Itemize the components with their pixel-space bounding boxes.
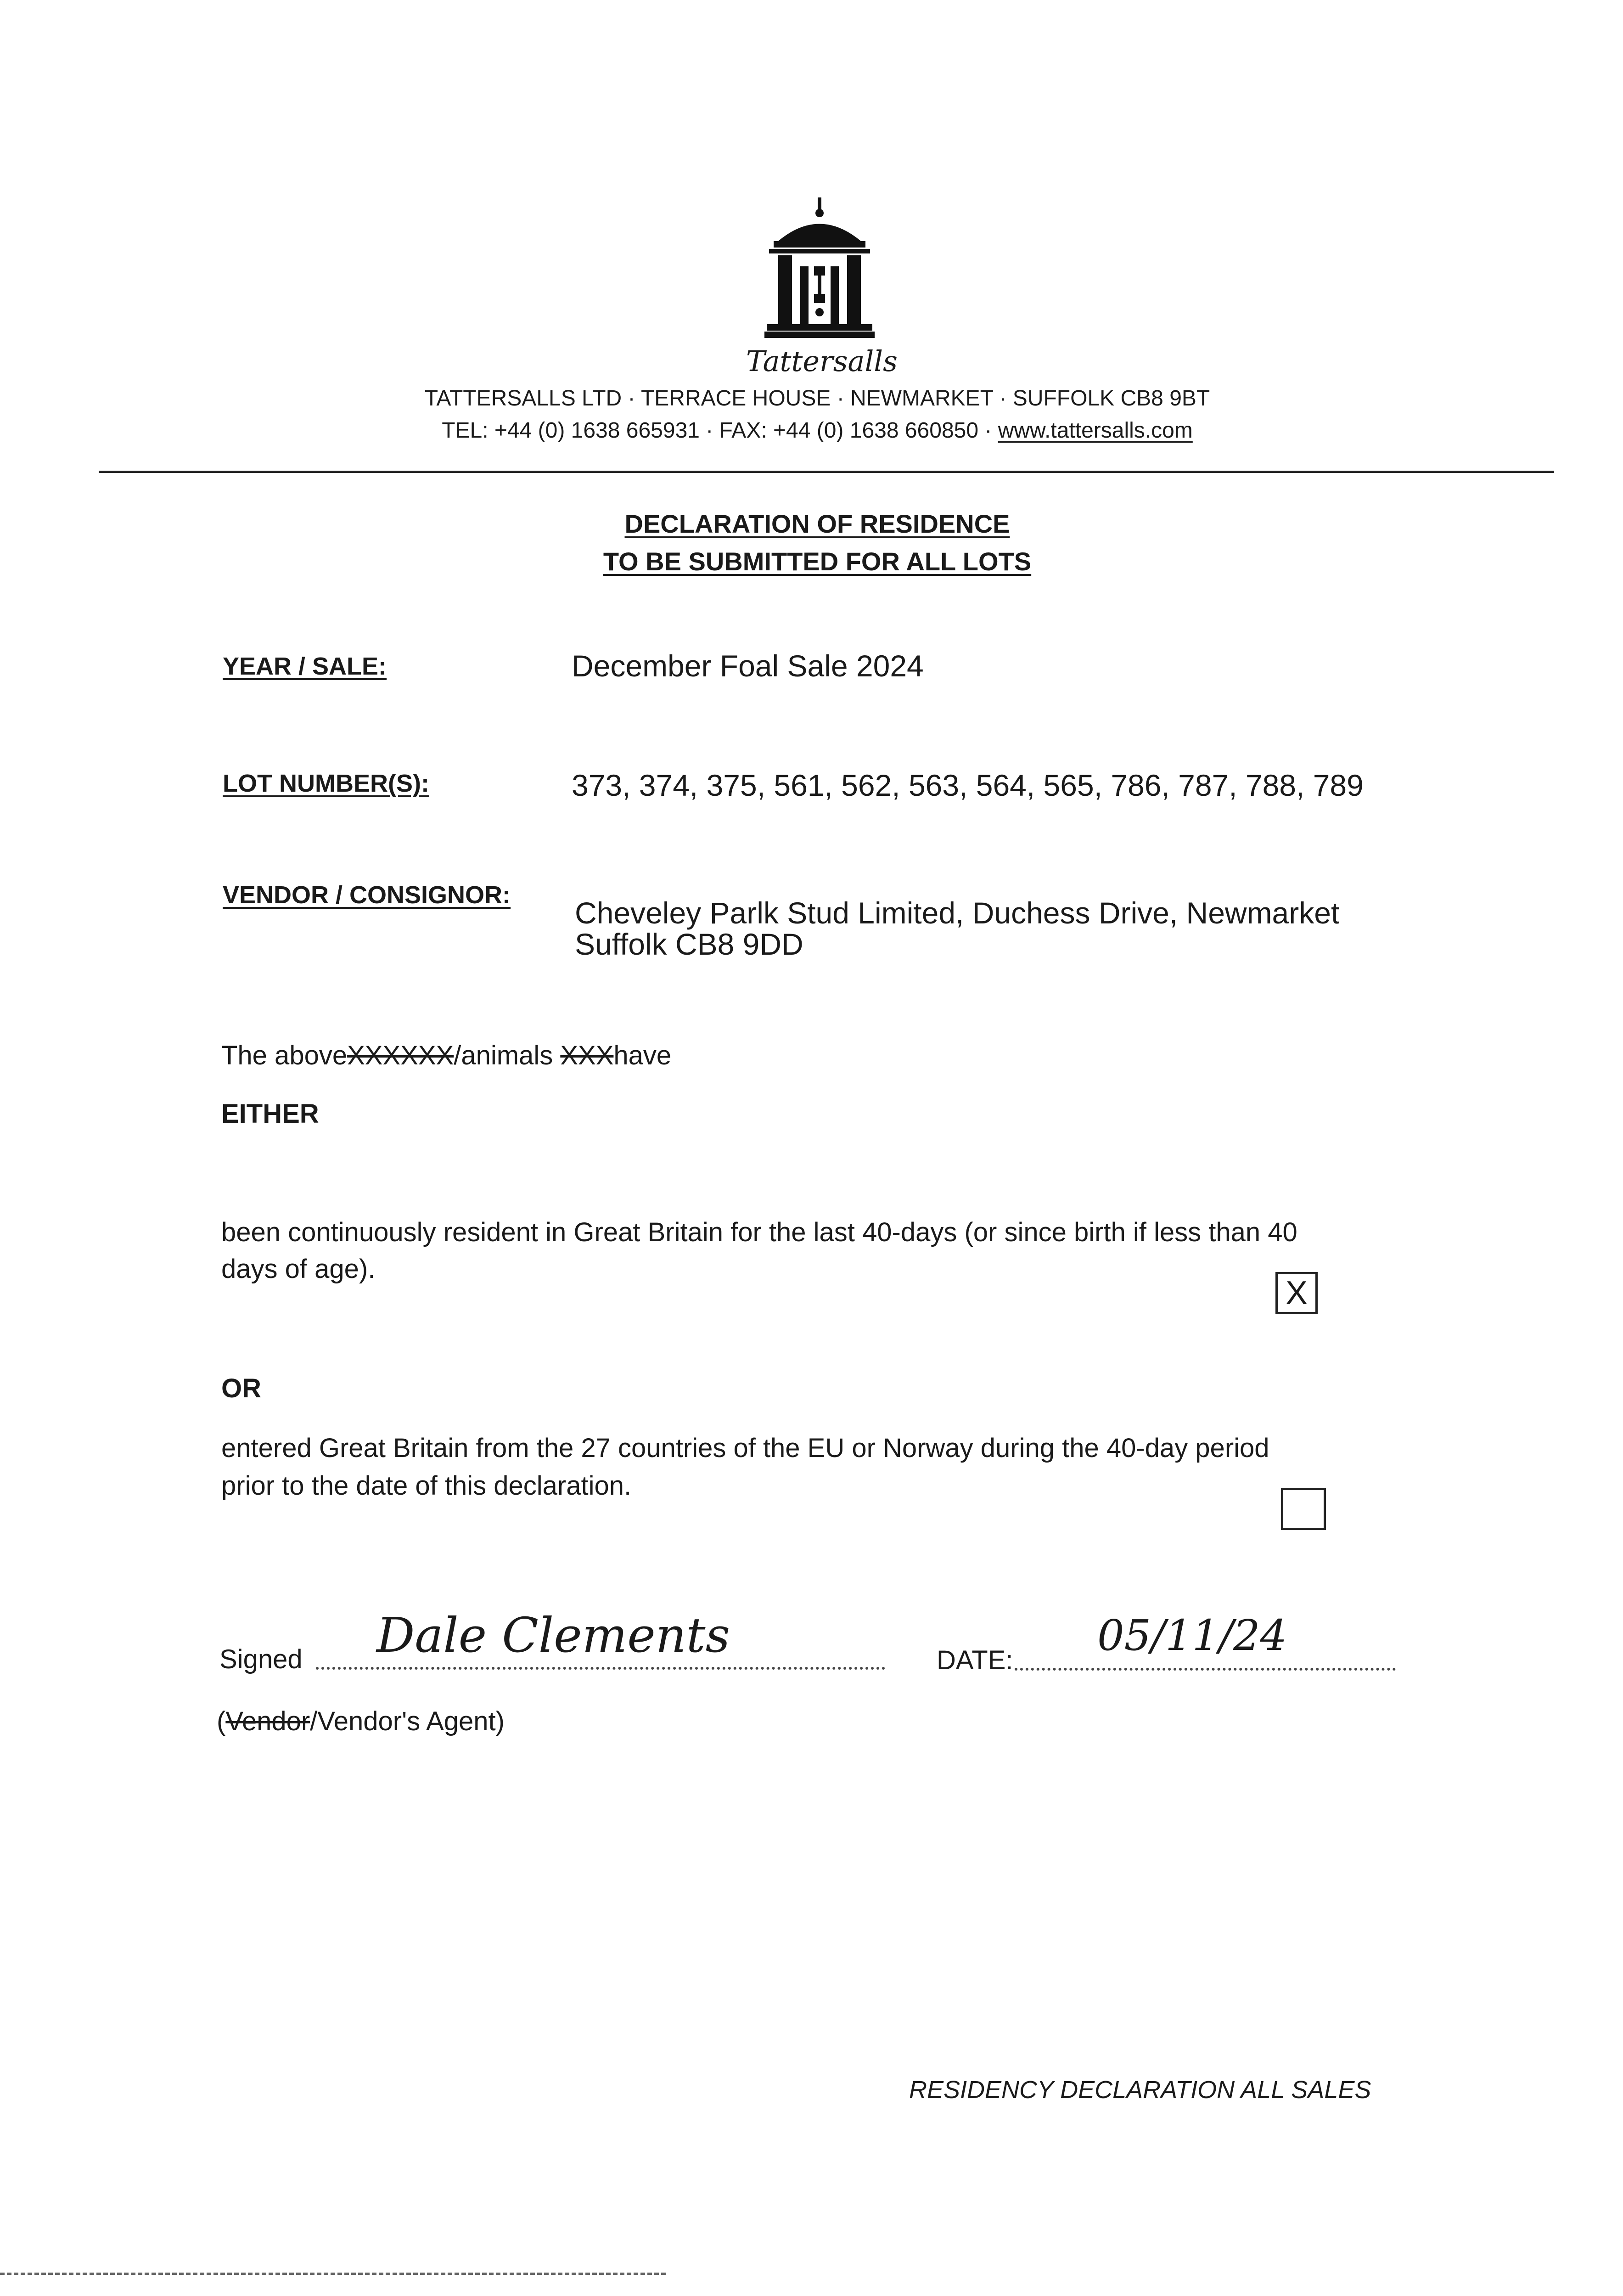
- brand-name: Tattersalls: [746, 344, 898, 378]
- vendor-label: VENDOR / CONSIGNOR:: [223, 881, 511, 909]
- either-heading: EITHER: [221, 1099, 319, 1129]
- vendor-address-line2: Suffolk CB8 9DD: [575, 927, 803, 961]
- option2-checkbox[interactable]: [1281, 1488, 1326, 1530]
- handwritten-signature: Dale Clements: [376, 1607, 730, 1663]
- option2-text-line2: prior to the date of this declaration.: [221, 1471, 632, 1501]
- tattersalls-logo: [764, 197, 875, 340]
- lot-numbers-value: 373, 374, 375, 561, 562, 563, 564, 565, 786, 787, 788, 789: [572, 768, 1364, 802]
- year-sale-value: December Foal Sale 2024: [572, 649, 924, 683]
- option2-text-line1: entered Great Britain from the 27 countries of the EU or Norway during the 40-day period: [221, 1433, 1269, 1463]
- struck-text: XXX: [560, 1041, 614, 1070]
- struck-text: XXXXXX: [347, 1041, 454, 1070]
- document-subtitle: TO BE SUBMITTED FOR ALL LOTS: [603, 547, 1032, 576]
- signed-label: Signed: [219, 1644, 303, 1674]
- contact-numbers: TEL: +44 (0) 1638 665931 · FAX: +44 (0) 1638 660850 ·: [442, 418, 998, 443]
- option1-text-line1: been continuously resident in Great Britain for the last 40-days (or since birth if less than 40: [221, 1217, 1297, 1247]
- struck-role: Vendor: [225, 1706, 310, 1736]
- declaration-intro: The aboveXXXXXX/animals XXXhave: [221, 1041, 672, 1070]
- header-divider: [99, 471, 1554, 473]
- website-link[interactable]: www.tattersalls.com: [998, 418, 1193, 443]
- signatory-role: (Vendor/Vendor's Agent): [217, 1706, 505, 1736]
- vendor-address-line1: Cheveley Parlk Stud Limited, Duchess Drive, Newmarket: [575, 896, 1340, 930]
- letterhead-contact: [321, 418, 1313, 443]
- date-label: DATE:: [937, 1645, 1013, 1675]
- scan-edge-line: [0, 2272, 666, 2275]
- option1-checkbox[interactable]: X: [1275, 1272, 1318, 1314]
- lot-numbers-label: LOT NUMBER(S):: [223, 770, 429, 797]
- document-title: DECLARATION OF RESIDENCE: [624, 509, 1010, 538]
- option1-text-line2: days of age).: [221, 1254, 376, 1284]
- letterhead-address: TATTERSALLS LTD · TERRACE HOUSE · NEWMARKET · SUFFOLK CB8 9BT: [424, 386, 1210, 411]
- handwritten-date: 05/11/24: [1097, 1611, 1287, 1660]
- or-heading: OR: [221, 1373, 261, 1403]
- footer-reference: RESIDENCY DECLARATION ALL SALES: [909, 2076, 1371, 2104]
- year-sale-label: YEAR / SALE:: [223, 653, 387, 680]
